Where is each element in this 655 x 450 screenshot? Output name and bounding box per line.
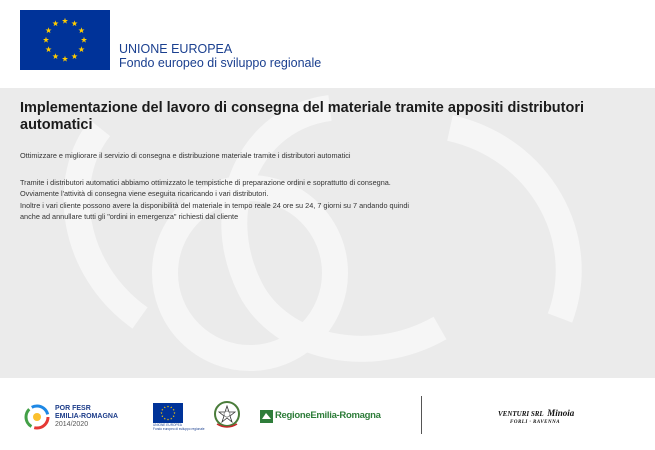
eu-label-line1: UNIONE EUROPEA bbox=[119, 42, 233, 56]
eu-label bbox=[119, 42, 321, 70]
eu-flag-icon bbox=[20, 10, 110, 70]
small-eu-flag-icon bbox=[153, 403, 183, 423]
paragraph-line: anche ad annullare tutti gli "ordini in emergenza" richiesti dal cliente bbox=[20, 211, 239, 221]
por-line3: 2014/2020 bbox=[55, 421, 89, 429]
footer-logos bbox=[0, 378, 655, 450]
region-label: RegioneEmilia-Romagna bbox=[275, 410, 381, 421]
small-eu-label bbox=[153, 424, 205, 431]
small-eu-line1: UNIONE EUROPEA bbox=[153, 423, 182, 427]
page-title: Implementazione del lavoro di consegna del materiale tramite appositi distributori automatici bbox=[20, 100, 585, 133]
small-eu-line2: Fondo europeo di sviluppo regionale bbox=[153, 426, 205, 431]
paragraph-line: Tramite i distributori automatici abbiamo ottimizzato le tempistiche di preparazione ordini e soprattutto di consegna. bbox=[20, 178, 391, 187]
content-panel bbox=[0, 88, 655, 378]
region-flag-icon bbox=[260, 410, 273, 423]
paragraph-line: Ovviamente l'attività di consegna viene eseguita ricaricando i vari distributori. bbox=[20, 189, 269, 199]
por-fesr-logo-icon bbox=[22, 402, 52, 432]
por-line1: POR FESR bbox=[55, 405, 91, 412]
header bbox=[0, 0, 655, 88]
company-name: VENTURI SRL bbox=[498, 410, 544, 418]
italian-republic-emblem-icon bbox=[213, 400, 241, 430]
eu-label-line2: Fondo europeo di sviluppo regionale bbox=[119, 56, 322, 70]
description-paragraph bbox=[20, 177, 409, 222]
por-line2: EMILIA-ROMAGNA bbox=[55, 413, 118, 421]
footer-divider bbox=[421, 396, 422, 434]
company-brand: Minoia bbox=[547, 408, 575, 418]
company-cities: FORLI · RAVENNA bbox=[510, 420, 561, 425]
company-logo bbox=[498, 408, 574, 418]
intro-text: Ottimizzare e migliorare il servizio di consegna e distribuzione materiale tramite i distributori automatici bbox=[20, 151, 351, 160]
por-fesr-label bbox=[55, 405, 118, 430]
paragraph-line: Inoltre i vari cliente possono avere la disponibilità del materiale in tempo reale 24 ore su 24, 7 giorni su 7 andando quindi bbox=[20, 200, 410, 210]
